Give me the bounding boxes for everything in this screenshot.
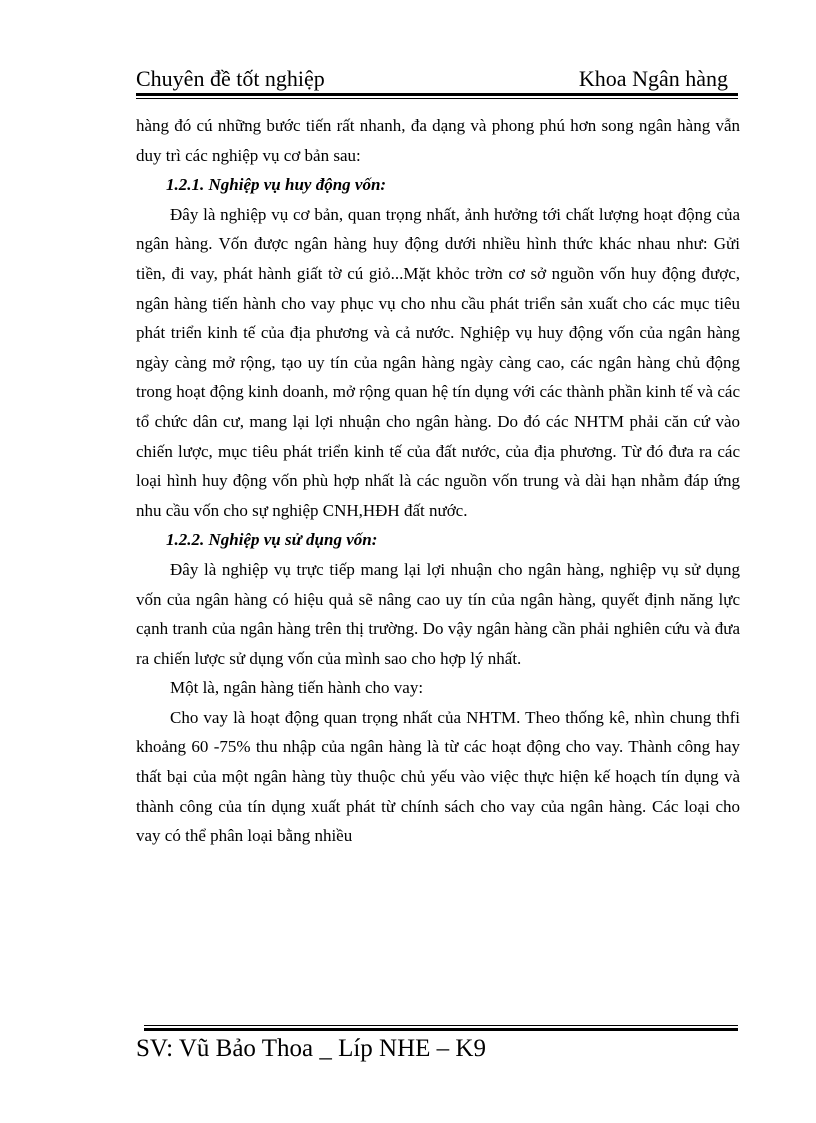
paragraph-capital-mobilization: Đây là nghiệp vụ cơ bản, quan trọng nhất, ảnh hưởng tới chất lượng hoạt động của ngân hàng. Vốn được ngân hàng huy động dưới nhiều hình thức khác nhau như: Gửi tiền, đi vay, phát hành giất tờ cú giỏ...Mặt khỏc trờn cơ sở nguồn vốn huy động được, ngân hàng tiến hành cho vay phục vụ cho nhu cầu phát triển sản xuất cho các mục tiêu phát triển kinh tế của địa phương và cả nước. Nghiệp vụ huy động vốn của ngân hàng ngày càng mở rộng, tạo uy tín của ngân hàng ngày càng cao, các ngân hàng chủ động trong hoạt động kinh doanh, mở rộng quan hệ tín dụng với các thành phần kinh tế và các tổ chức dân cư, mang lại lợi nhuận cho ngân hàng. Do đó các NHTM phải căn cứ vào chiến lược, mục tiêu phát triển kinh tế của đất nước, của địa phương. Từ đó đưa ra các loại hình huy động vốn phù hợp nhất là các nguồn vốn trung và dài hạn nhằm đáp ứng nhu cầu vốn cho sự nghiệp CNH,HĐH đất nước. bbox=[136, 204, 740, 520]
paragraph-intro: hàng đó cú những bước tiến rất nhanh, đa dạng và phong phú hơn song ngân hàng vẫn duy trì các nghiệp vụ cơ bản sau: bbox=[136, 116, 740, 165]
page-footer-student: SV: Vũ Bảo Thoa _ Líp NHE – K9 bbox=[136, 1035, 486, 1062]
header-rule-thick bbox=[136, 93, 738, 96]
page-content bbox=[136, 111, 740, 851]
header-faculty: Khoa Ngân hàng bbox=[578, 66, 728, 91]
footer-rule-thick bbox=[144, 1028, 738, 1031]
paragraph-capital-usage: Đây là nghiệp vụ trực tiếp mang lại lợi nhuận cho ngân hàng, nghiệp vụ sử dụng vốn của ngân hàng có hiệu quả sẽ nâng cao uy tín của ngân hàng, quyết định năng lực cạnh tranh của ngân hàng trên thị trường. Do vậy ngân hàng cần phải nghiên cứu và đưa ra chiến lược sử dụng vốn của mình sao cho hợp lý nhất. bbox=[136, 559, 740, 668]
paragraph-lending-detail: Cho vay là hoạt động quan trọng nhất của NHTM. Theo thống kê, nhìn chung thfi khoảng 60 -75% thu nhập của ngân hàng là từ các hoạt động cho vay. Thành công hay thất bại của một ngân hàng tùy thuộc chủ yếu vào việc thực hiện kế hoạch tín dụng và thành công của tín dụng xuất phát từ chính sách cho vay của ngân hàng. Các loại cho vay có thể phân loại bằng nhiều bbox=[136, 707, 740, 846]
paragraph-lending-intro: Một là, ngân hàng tiến hành cho vay: bbox=[170, 678, 424, 698]
section-heading-1-2-2: 1.2.2. Nghiệp vụ sử dụng vốn: bbox=[166, 530, 378, 550]
section-heading-1-2-1: 1.2.1. Nghiệp vụ huy động vốn: bbox=[166, 175, 387, 195]
page-header bbox=[136, 66, 738, 96]
header-document-type: Chuyên đề tốt nghiệp bbox=[136, 66, 325, 91]
header-rule-thin bbox=[136, 98, 738, 99]
footer-rule-thin bbox=[144, 1025, 738, 1026]
